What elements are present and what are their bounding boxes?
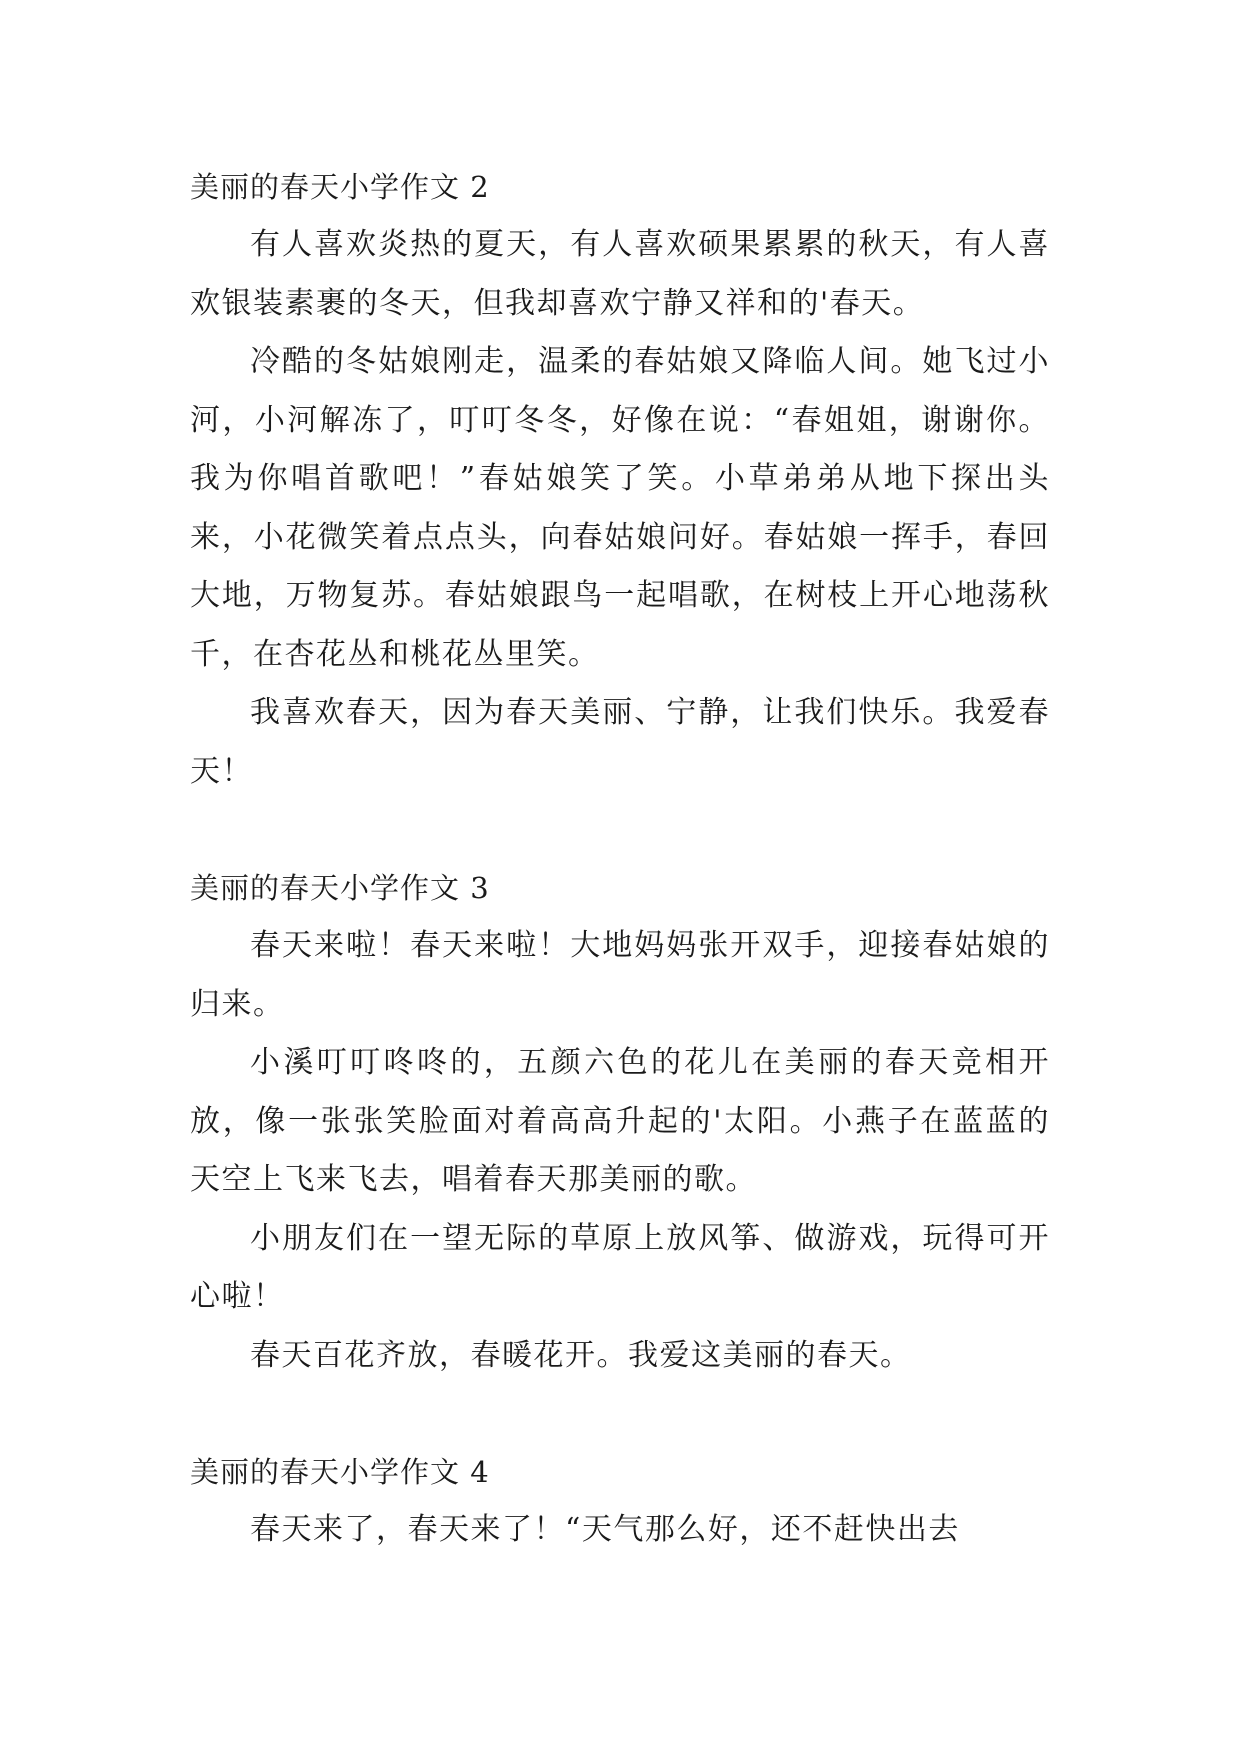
essay-section-4 xyxy=(190,1443,1050,1560)
essay-paragraph: 我喜欢春天，因为春天美丽、宁静，让我们快乐。我爱春天！ xyxy=(190,695,1050,789)
essay-paragraph: 有人喜欢炎热的夏天，有人喜欢硕果累累的秋天，有人喜欢银装素裹的冬天，但我却喜欢宁静又祥和的'春天。 xyxy=(190,227,1050,321)
essay-paragraph: 冷酷的冬姑娘刚走，温柔的春姑娘又降临人间。她飞过小河，小河解冻了，叮叮冬冬，好像在说：“春姐姐，谢谢你。我为你唱首歌吧！”春姑娘笑了笑。小草弟弟从地下探出头来，小花微笑着点点头，向春姑娘问好。春姑娘一挥手，春回大地，万物复苏。春姑娘跟鸟一起唱歌，在树枝上开心地荡秋千，在杏花丛和桃花丛里笑。 xyxy=(190,344,1050,672)
essay-section-2 xyxy=(190,158,1050,801)
essay-paragraph: 春天百花齐放，春暖花开。我爱这美丽的春天。 xyxy=(250,1337,912,1373)
essay-paragraph: 春天来啦！春天来啦！大地妈妈张开双手，迎接春姑娘的归来。 xyxy=(190,928,1050,1022)
essay-heading: 美丽的春天小学作文 4 xyxy=(190,1455,490,1489)
essay-heading: 美丽的春天小学作文 3 xyxy=(190,871,490,905)
essay-heading: 美丽的春天小学作文 2 xyxy=(190,170,490,204)
essay-paragraph: 小朋友们在一望无际的草原上放风筝、做游戏，玩得可开心啦！ xyxy=(190,1220,1050,1314)
document-page xyxy=(190,158,1050,1560)
essay-paragraph: 小溪叮叮咚咚的，五颜六色的花儿在美丽的春天竞相开放，像一张张笑脸面对着高高升起的'太阳。小燕子在蓝蓝的天空上飞来飞去，唱着春天那美丽的歌。 xyxy=(190,1045,1050,1197)
section-spacer xyxy=(190,1385,1050,1443)
essay-paragraph: 春天来了，春天来了！“天气那么好，还不赶快出去 xyxy=(250,1512,960,1547)
essay-section-3 xyxy=(190,859,1050,1385)
section-spacer xyxy=(190,801,1050,859)
